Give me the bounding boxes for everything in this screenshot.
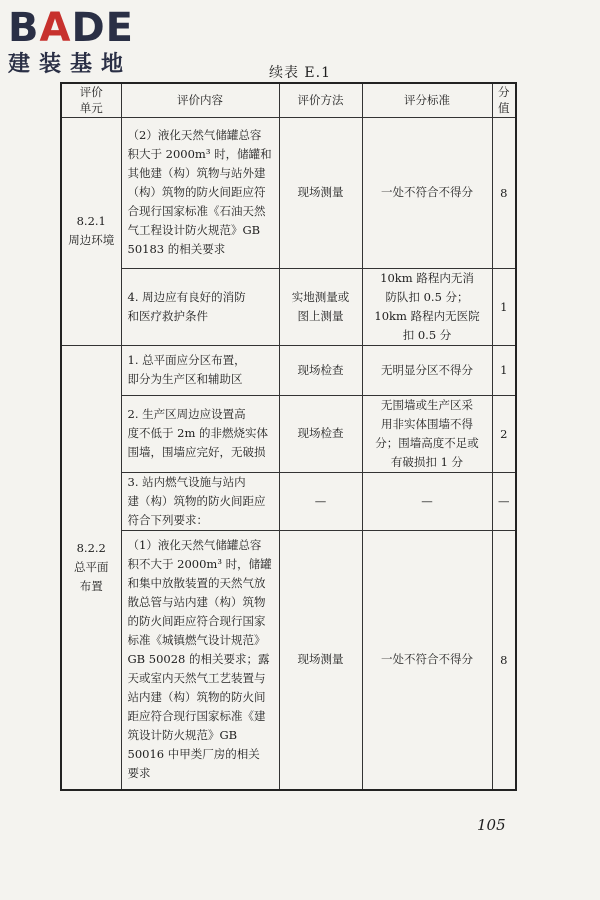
unit-line: 8.2.1 xyxy=(76,214,106,228)
evaluation-method xyxy=(279,345,362,395)
evaluation-content xyxy=(121,268,279,345)
standard-text xyxy=(363,650,492,669)
content-line: 其他建（构）筑物与站外建 xyxy=(127,166,266,180)
method-text xyxy=(280,424,362,443)
scoring-standard xyxy=(362,268,492,345)
score-value: — xyxy=(492,472,516,530)
standard-line: 无明显分区不得分 xyxy=(381,362,473,377)
standard-line: 用非实体围墙不得 xyxy=(381,416,473,431)
standard-line: 一处不符合不得分 xyxy=(381,185,473,199)
content-text xyxy=(122,473,279,530)
standard-text xyxy=(363,269,492,345)
standard-line: 防队扣 0.5 分； xyxy=(385,289,469,304)
method-text xyxy=(280,361,362,380)
content-line: 50016 中甲类厂房的相关 xyxy=(127,747,260,762)
table-row xyxy=(61,395,516,472)
standard-line: 无围墙或生产区采 xyxy=(381,397,473,412)
header-standard: 评分标准 xyxy=(362,83,492,117)
content-line: 50183 的相关要求 xyxy=(127,242,226,256)
table-caption: 续表 E.1 xyxy=(268,65,332,81)
table-header-row xyxy=(61,83,516,117)
method-line: 现场测量 xyxy=(297,185,344,199)
evaluation-table xyxy=(60,82,517,791)
unit-line: 布置 xyxy=(79,578,103,593)
unit-line: 周边环境 xyxy=(68,233,115,247)
header-method: 评价方法 xyxy=(279,83,362,117)
content-line: 要求 xyxy=(127,766,151,781)
standard-line: 一处不符合不得分 xyxy=(381,652,473,667)
scoring-standard xyxy=(362,530,492,790)
content-line: 天或室内天然气工艺装置与 xyxy=(127,671,266,686)
table-row xyxy=(61,268,516,345)
unit-line: 8.2.2 xyxy=(76,540,106,555)
standard-line: 分；围墙高度不足或 xyxy=(375,435,479,450)
method-line: 现场检查 xyxy=(297,362,344,377)
evaluation-method xyxy=(279,530,362,790)
scoring-standard xyxy=(362,472,492,530)
logo-letter-a: A xyxy=(39,5,72,51)
table-row xyxy=(61,530,516,790)
content-line: 围墙，围墙应完好，无破损 xyxy=(127,445,266,459)
content-line: 4. 周边应有良好的消防 xyxy=(127,289,246,304)
content-line: 气工程设计防火规范》GB xyxy=(127,223,261,237)
content-line: 站内建（构）筑物的防火间 xyxy=(127,690,266,705)
standard-text xyxy=(363,361,492,380)
content-line: 筑设计防火规范》GB xyxy=(127,728,238,743)
content-line: 积不大于 2000m³ 时，储罐 xyxy=(127,557,272,572)
score-value: 1 xyxy=(492,268,516,345)
content-text xyxy=(122,405,279,462)
evaluation-content xyxy=(121,345,279,395)
score-value: 1 xyxy=(492,345,516,395)
content-line: 距应符合现行国家标准《建 xyxy=(127,709,266,724)
score-value: 2 xyxy=(492,395,516,472)
standard-line: 扣 0.5 分 xyxy=(402,327,452,342)
scoring-standard xyxy=(362,395,492,472)
method-text xyxy=(280,492,362,511)
content-line: 的防火间距应符合现行国家 xyxy=(127,614,266,629)
method-line: 图上测量 xyxy=(297,308,344,323)
logo-letter-b: B xyxy=(8,5,40,51)
table-body xyxy=(61,83,516,790)
content-text xyxy=(122,126,279,259)
content-line: 合现行国家标准《石油天然 xyxy=(127,204,266,218)
content-line: （构）筑物的防火间距应符 xyxy=(127,185,266,199)
content-line: 即分为生产区和辅助区 xyxy=(127,372,243,386)
content-line: 标准《城镇燃气设计规范》 xyxy=(127,633,266,648)
score-value: 8 xyxy=(492,530,516,790)
evaluation-method xyxy=(279,117,362,268)
evaluation-method xyxy=(279,395,362,472)
header-content: 评价内容 xyxy=(121,83,279,117)
standard-text xyxy=(363,183,492,202)
score-value: 8 xyxy=(492,117,516,268)
standard-text xyxy=(363,492,492,511)
header-unit: 评价 单元 xyxy=(61,83,121,117)
unit-line: 总平面 xyxy=(74,559,109,574)
content-line: 度不低于 2m 的非燃烧实体 xyxy=(127,426,269,440)
content-text xyxy=(122,288,279,326)
evaluation-method xyxy=(279,472,362,530)
content-line: （1）液化天然气储罐总容 xyxy=(127,538,262,553)
content-line: 2. 生产区周边应设置高 xyxy=(127,407,246,421)
standard-text xyxy=(363,396,492,472)
evaluation-content xyxy=(121,472,279,530)
standard-line: 有破损扣 1 分 xyxy=(390,454,464,469)
content-line: 和集中放散装置的天然气放 xyxy=(127,576,266,591)
evaluation-content xyxy=(121,117,279,268)
method-line: 现场检查 xyxy=(297,426,344,440)
standard-line: 10km 路程内无消 xyxy=(380,270,474,285)
scoring-standard xyxy=(362,345,492,395)
content-line: 和医疗救护条件 xyxy=(127,308,208,323)
page-number: 105 xyxy=(477,816,506,834)
content-line: 符合下列要求： xyxy=(127,512,208,527)
standard-line: — xyxy=(421,493,433,508)
method-line: 实地测量或 xyxy=(291,289,350,304)
content-line: 3. 站内燃气设施与站内 xyxy=(127,474,246,489)
table-row xyxy=(61,472,516,530)
method-text xyxy=(280,650,362,669)
content-line: 1. 总平面应分区布置， xyxy=(127,353,246,367)
method-text xyxy=(280,183,362,202)
content-line: （2）液化天然气储罐总容 xyxy=(127,128,262,142)
standard-line: 10km 路程内无医院 xyxy=(374,308,480,323)
logo-letters-de: DE xyxy=(71,5,134,51)
scoring-standard xyxy=(362,117,492,268)
method-text xyxy=(280,288,362,326)
content-text xyxy=(122,536,279,783)
content-line: 建（构）筑物的防火间距应 xyxy=(127,493,266,508)
logo-subtitle: 建装基地 xyxy=(8,52,133,77)
evaluation-unit xyxy=(61,345,121,790)
evaluation-method xyxy=(279,268,362,345)
content-line: 积大于 2000m³ 时，储罐和 xyxy=(127,147,272,161)
evaluation-content xyxy=(121,395,279,472)
header-score: 分 值 xyxy=(492,83,516,117)
table-row xyxy=(61,345,516,395)
method-line: 现场测量 xyxy=(297,652,344,667)
content-text xyxy=(122,351,279,389)
logo-brand xyxy=(8,6,178,50)
content-line: GB 50028 的相关要求；露 xyxy=(127,652,270,667)
evaluation-unit xyxy=(61,117,121,345)
evaluation-content xyxy=(121,530,279,790)
content-line: 散总管与站内建（构）筑物 xyxy=(127,595,266,610)
table-row xyxy=(61,117,516,268)
method-line: — xyxy=(314,493,327,508)
